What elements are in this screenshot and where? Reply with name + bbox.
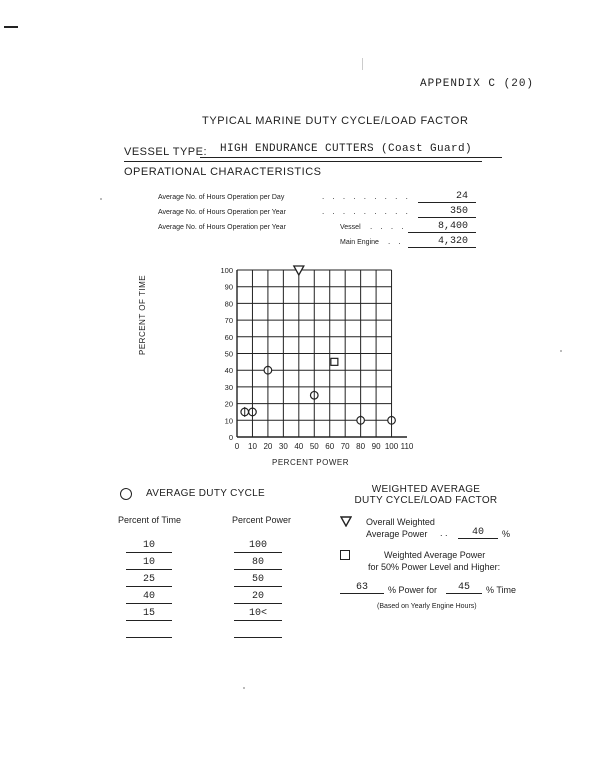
stat-dots: . . . . . . . . . [322,192,411,201]
y-tick-label: 70 [224,316,233,326]
stat-label-hours-year-vessel: Average No. of Hours Operation per Year [158,224,286,231]
duty-power-cell: 100 [234,540,282,553]
duty-time-cell: 15 [126,608,172,621]
duty-power-cell: 50 [234,574,282,587]
time-text: % Time [486,585,517,595]
x-tick-label: 100 [384,442,399,451]
triangle-legend-icon [340,516,352,527]
y-tick-label: 50 [224,349,233,359]
stat-value-vessel-hours: 8,400 [408,221,476,233]
overall-weighted-label-2: Average Power [366,529,428,539]
x-tick-label: 70 [340,442,350,451]
stat-value-hours-year: 350 [418,206,476,218]
appendix-label: APPENDIX C (20) [420,78,535,90]
stat-label-hours-day: Average No. of Hours Operation per Day [158,194,285,201]
col-percent-time: Percent of Time [118,515,182,525]
duty-power-cell [234,625,282,638]
y-tick-label: 20 [224,399,233,409]
x-tick-label: 30 [278,442,288,451]
duty-power-cell: 20 [234,591,282,604]
fifty-percent-label-1: Weighted Average Power [384,550,486,560]
time-value: 45 [446,582,482,594]
duty-time-cell: 10 [126,557,172,570]
duty-power-cell: 10< [234,608,282,621]
y-tick-label: 30 [224,382,233,392]
y-tick-label: 90 [224,282,233,292]
y-tick-label: 10 [224,416,233,426]
scan-speck [100,198,102,200]
circle-legend-icon [120,488,132,500]
power-for-text: % Power for [388,585,438,595]
overall-weighted-unit: % [502,529,511,539]
vessel-type-value: HIGH ENDURANCE CUTTERS (Coast Guard) [200,143,502,158]
x-tick-label: 0 [234,442,240,451]
stat-sublabel-main-engine: Main Engine [340,239,379,246]
y-tick-label: 60 [224,332,233,342]
duty-time-cell: 10 [126,540,172,553]
vessel-type-label: VESSEL TYPE: [124,146,208,158]
x-tick-label: 20 [263,442,273,451]
y-tick-label: 40 [224,366,233,376]
stat-sublabel-vessel: Vessel [340,224,361,231]
y-axis-title: PERCENT OF TIME [138,274,147,355]
weighted-heading-2: DUTY CYCLE/LOAD FACTOR [354,495,498,506]
x-tick-label: 90 [371,442,381,451]
x-tick-label: 60 [325,442,335,451]
x-tick-label: 50 [309,442,319,451]
stat-dots: . . . . [370,222,407,231]
operational-heading: OPERATIONAL CHARACTERISTICS [124,166,322,178]
stat-dots: . . [388,237,404,246]
power-level-value: 63 [340,582,384,594]
overall-weighted-dots: . . [440,528,448,538]
fifty-percent-marker [331,358,338,365]
duty-time-cell [126,625,172,638]
stat-label-hours-year: Average No. of Hours Operation per Year [158,209,286,216]
overall-weighted-label-1: Overall Weighted [366,517,435,527]
y-tick-label: 80 [224,299,233,309]
square-legend-icon [340,550,350,560]
stat-value-hours-day: 24 [418,191,476,203]
col-percent-power: Percent Power [232,515,292,525]
x-tick-label: 110 [400,442,414,451]
scan-speck [243,687,245,689]
x-tick-label: 40 [294,442,304,451]
y-tick-label: 100 [220,266,233,275]
duty-time-cell: 40 [126,591,172,604]
duty-cycle-heading: AVERAGE DUTY CYCLE [146,488,265,499]
duty-time-cell: 25 [126,574,172,587]
x-tick-label: 80 [356,442,366,451]
weighted-heading-1: WEIGHTED AVERAGE [371,484,481,495]
stat-dots: . . . . . . . . . [322,207,411,216]
x-axis-title: PERCENT POWER [272,458,350,467]
scan-speck [560,350,562,352]
stat-value-main-engine-hours: 4,320 [408,236,476,248]
page-title: TYPICAL MARINE DUTY CYCLE/LOAD FACTOR [202,115,469,127]
yearly-hours-note: (Based on Yearly Engine Hours) [377,603,477,610]
x-tick-label: 10 [248,442,257,451]
y-tick-label: 0 [228,433,233,442]
overall-weighted-value: 40 [458,527,498,539]
duty-power-cell: 80 [234,557,282,570]
scan-speck [362,58,363,70]
fifty-percent-label-2: for 50% Power Level and Higher: [368,562,501,572]
